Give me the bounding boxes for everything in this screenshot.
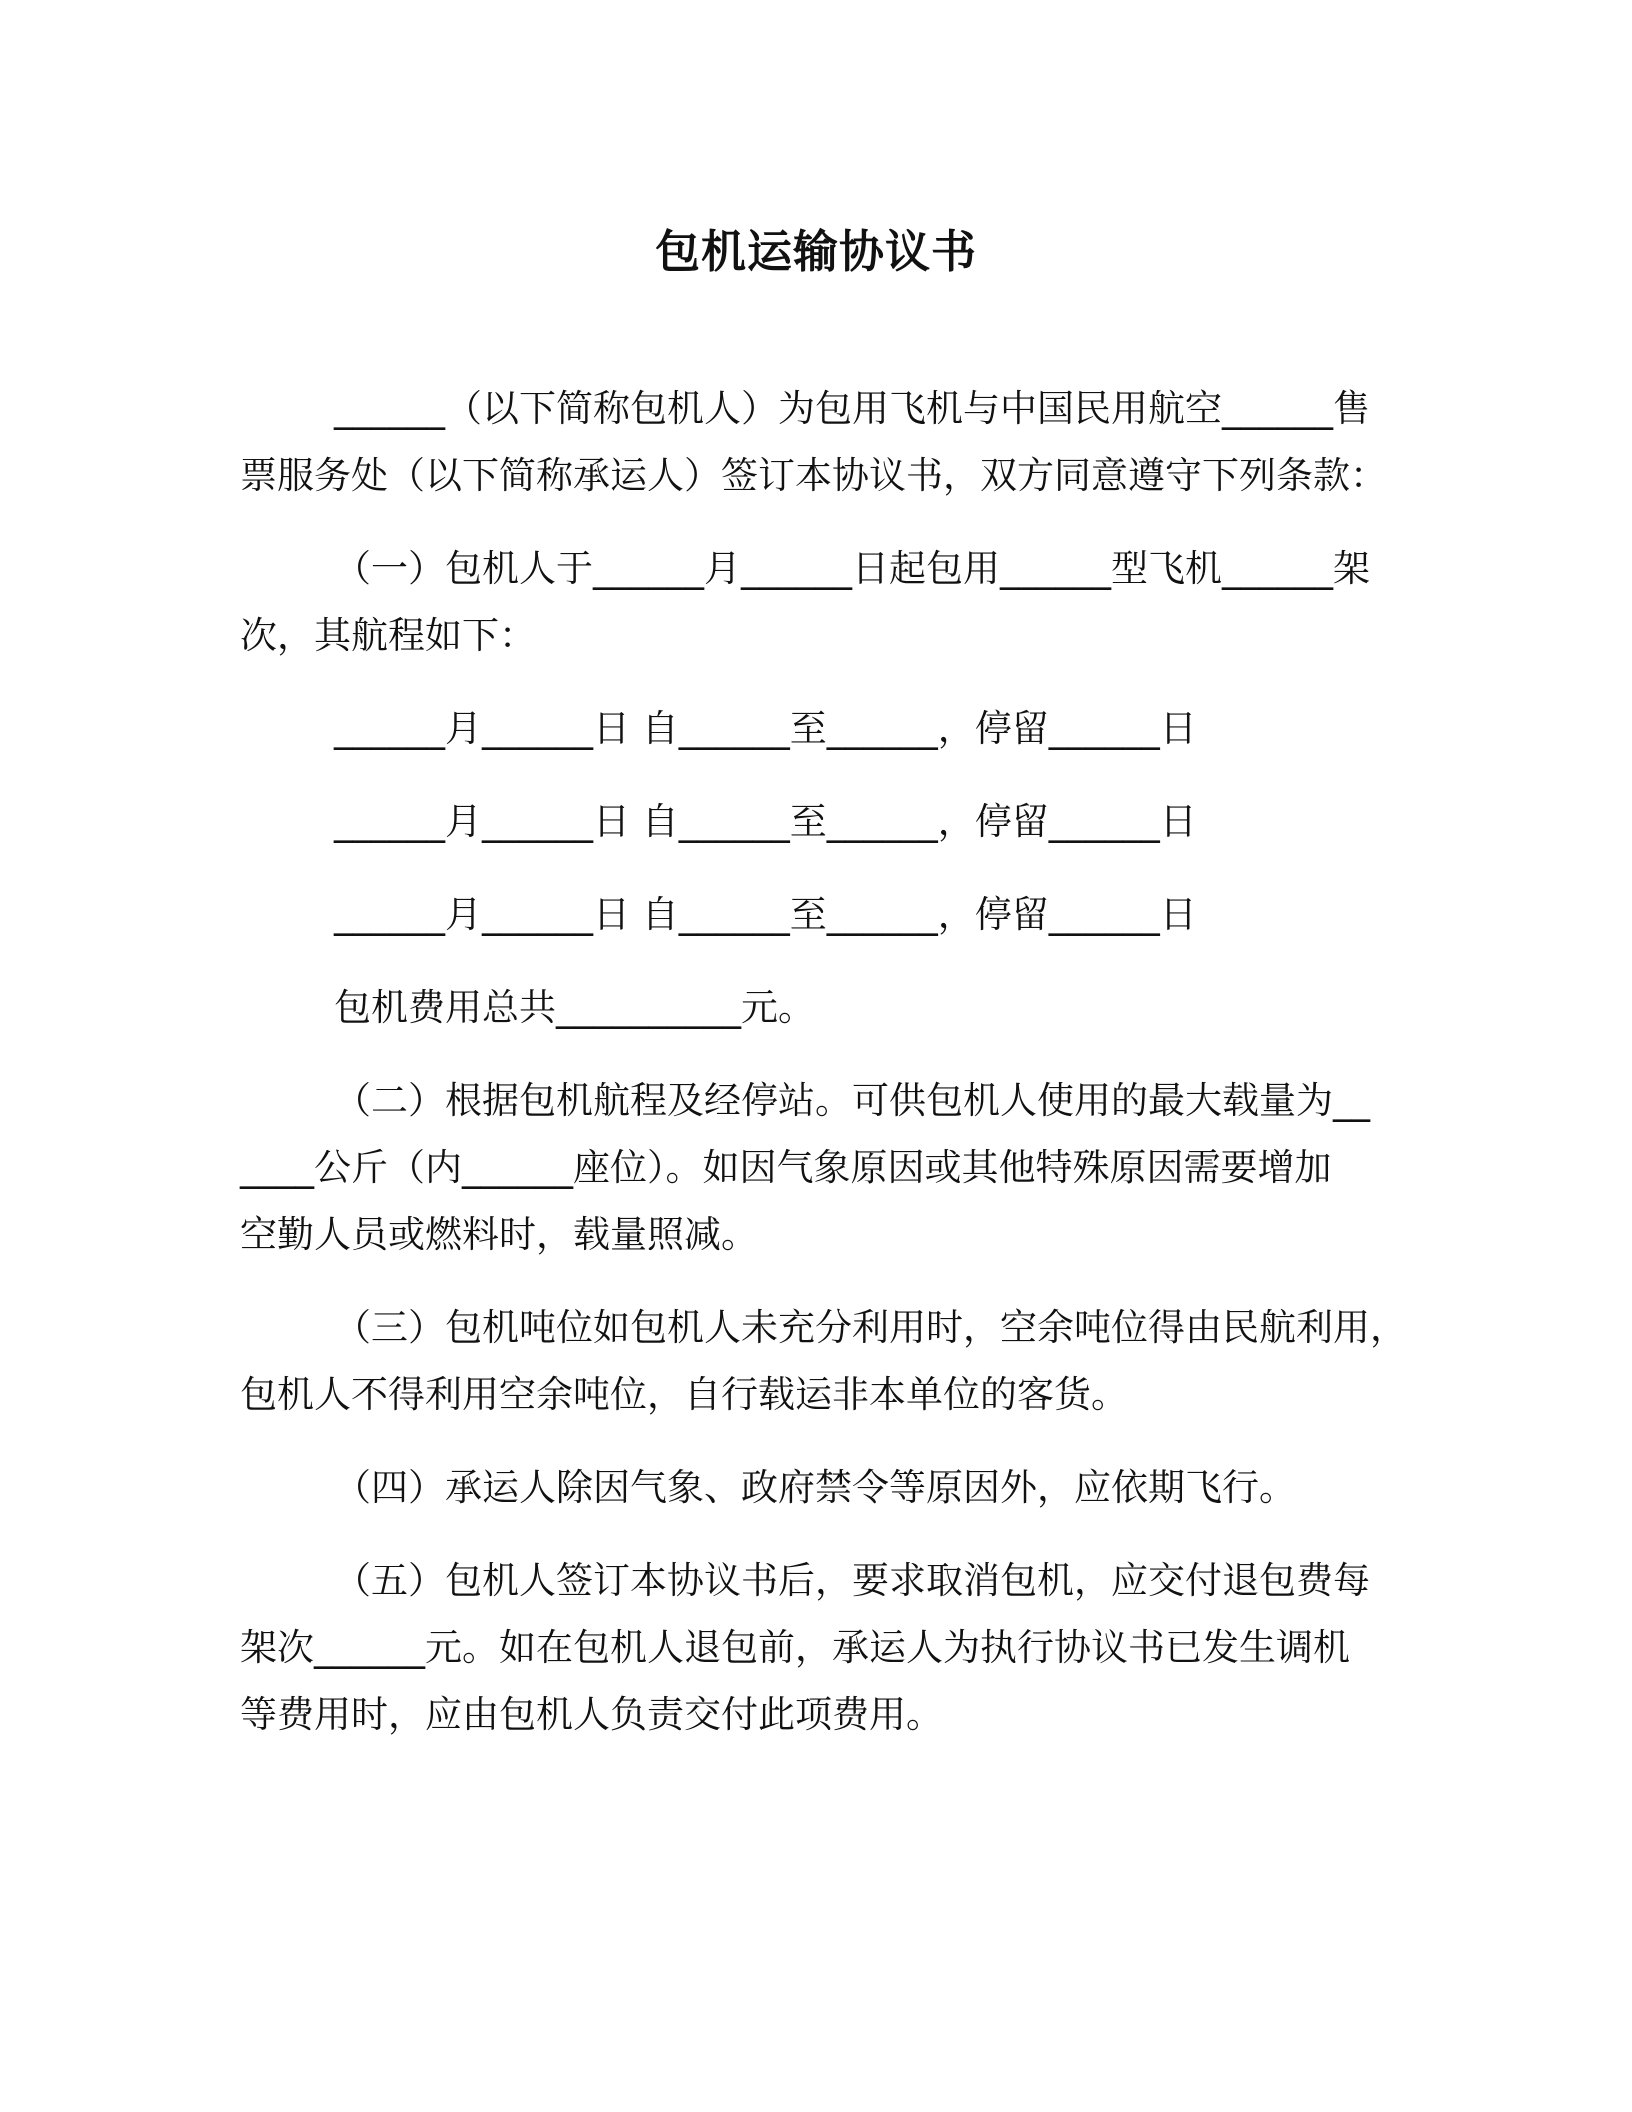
clause-3-line-2: 包机人不得利用空余吨位，自行载运非本单位的客货。 — [240, 1373, 1128, 1416]
document-title: 包机运输协议书 — [654, 225, 977, 278]
clause-3-line-1: （三）包机吨位如包机人未充分利用时，空余吨位得由民航利用， — [334, 1306, 1407, 1349]
clause-5-line-3: 等费用时，应由包机人负责交付此项费用。 — [240, 1693, 943, 1736]
clause-1-line-1: （一）包机人于______月______日起包用______型飞机______架 — [334, 547, 1370, 590]
intro-line-1: ______（以下简称包机人）为包用飞机与中国民用航空______售 — [334, 387, 1370, 430]
clause-4-line-1: （四）承运人除因气象、政府禁令等原因外，应依期飞行。 — [334, 1466, 1296, 1509]
clause-1-line-2: 次，其航程如下： — [240, 614, 536, 657]
itinerary-line-1: ______月______日 自______至______，停留______日 — [334, 707, 1197, 750]
charter-fee-line: 包机费用总共__________元。 — [334, 986, 815, 1029]
itinerary-line-3: ______月______日 自______至______，停留______日 — [334, 893, 1197, 936]
clause-5-line-2: 架次______元。如在包机人退包前，承运人为执行协议书已发生调机 — [240, 1626, 1350, 1669]
itinerary-line-2: ______月______日 自______至______，停留______日 — [334, 800, 1197, 843]
clause-2-line-2: ____公斤（内______座位）。如因气象原因或其他特殊原因需要增加 — [240, 1146, 1332, 1189]
clause-5-line-1: （五）包机人签订本协议书后，要求取消包机，应交付退包费每 — [334, 1559, 1370, 1602]
clause-2-line-3: 空勤人员或燃料时，载量照减。 — [240, 1213, 758, 1256]
intro-line-2: 票服务处（以下简称承运人）签订本协议书，双方同意遵守下列条款： — [240, 454, 1387, 497]
clause-2-line-1: （二）根据包机航程及经停站。可供包机人使用的最大载量为__ — [334, 1079, 1370, 1122]
